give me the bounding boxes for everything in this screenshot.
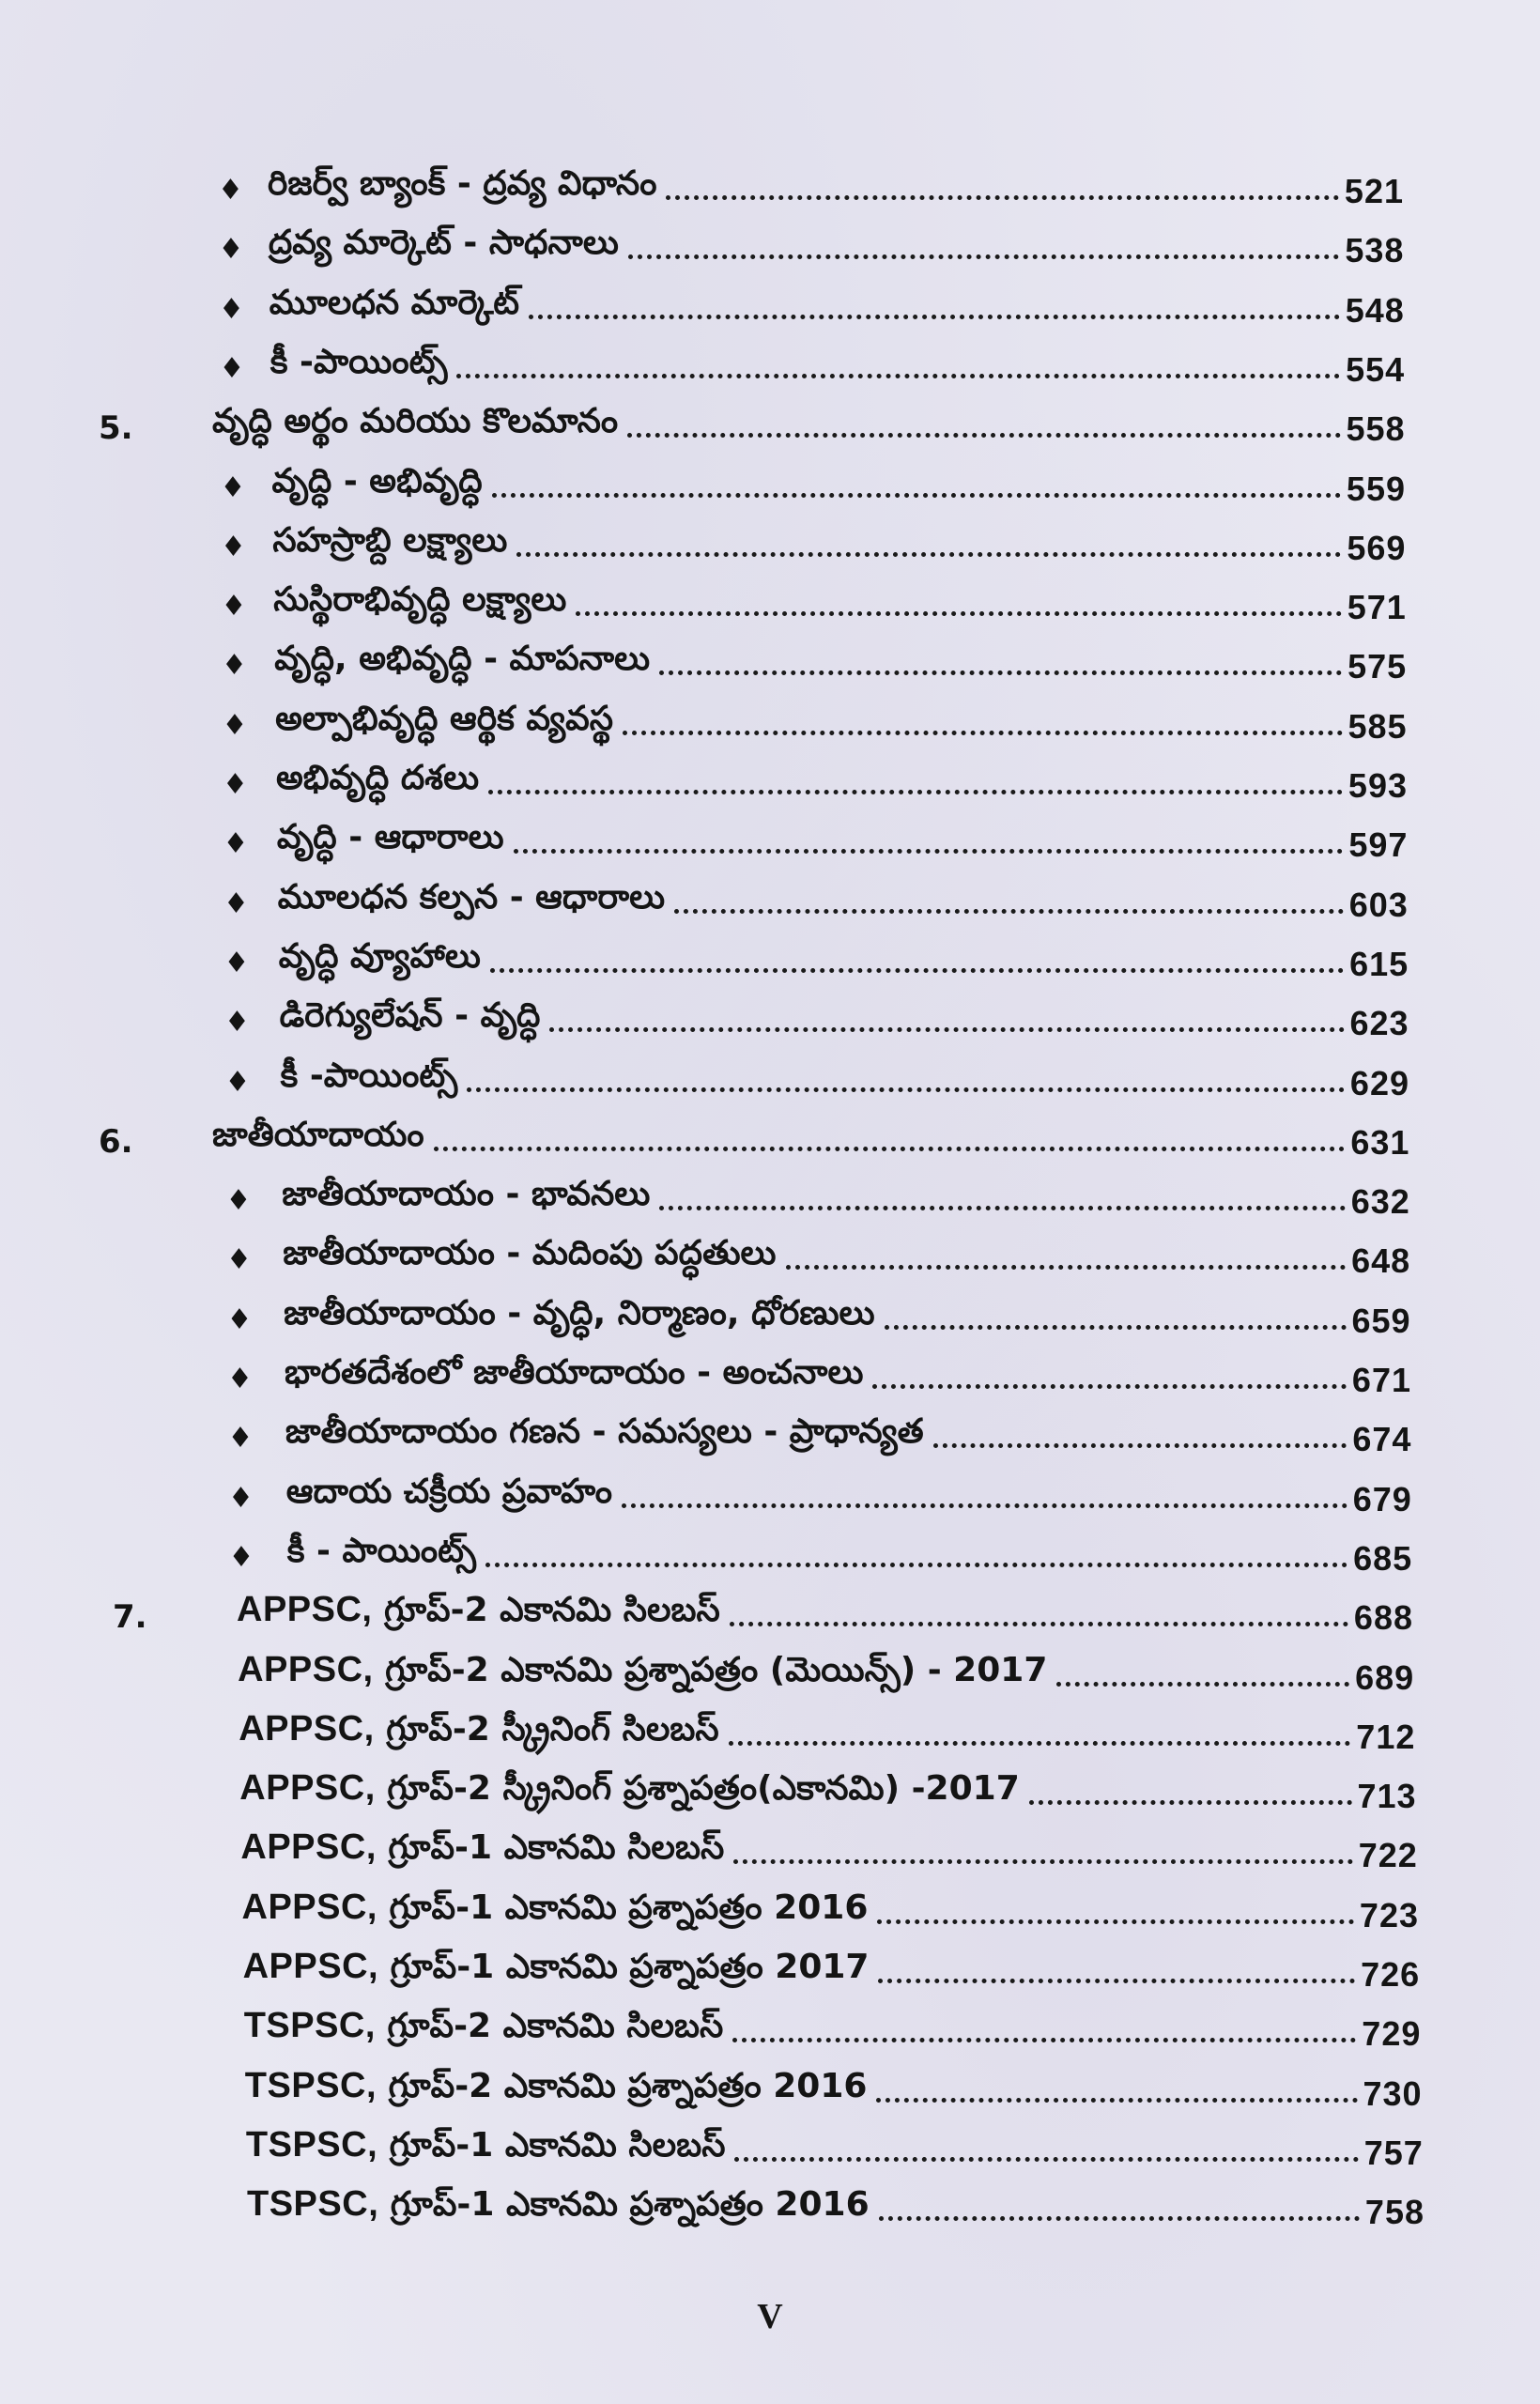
toc-entry [280,987,1409,1043]
dot-leader [623,731,1343,735]
dot-leader [1056,1682,1349,1687]
diamond-bullet-icon: ♦ [222,649,247,683]
toc-entry-title: వృద్ధి - ఆధారాలు [276,818,504,857]
dot-leader [732,2038,1356,2042]
toc-entry [279,928,1409,984]
toc-entry-page: 603 [1348,885,1409,924]
dot-leader [786,1265,1347,1270]
dot-leader [933,1443,1348,1448]
toc-entry [286,1463,1412,1519]
toc-entry [273,571,1407,627]
toc-entry [238,1641,1414,1698]
dot-leader [734,2157,1358,2162]
toc-entry [240,1819,1417,1875]
toc-entry-page: 712 [1356,1717,1416,1756]
toc-entry [270,274,1405,331]
toc-entry-page: 575 [1348,647,1408,686]
dot-leader [877,1919,1354,1924]
toc-entry-page: 629 [1349,1063,1409,1102]
toc-entry-page: 730 [1363,2073,1423,2113]
toc-entry [284,1285,1411,1341]
diamond-bullet-icon: ♦ [218,233,244,267]
dot-leader [730,1622,1348,1626]
dot-leader [879,2216,1360,2221]
diamond-bullet-icon: ♦ [221,590,247,624]
toc-entry-title: మూలధన కల్పన - ఆధారాలు [277,877,666,917]
toc-entry [287,1522,1413,1579]
toc-entry-title: జాతీయాదాయం - వృద్ధి, నిర్మాణం, ధోరణులు [284,1293,875,1333]
diamond-bullet-icon: ♦ [223,886,249,920]
toc-entry [285,1403,1412,1459]
dot-leader [488,790,1343,794]
toc-entry-page: 679 [1352,1479,1412,1518]
toc-entry-page: 558 [1346,409,1406,449]
diamond-bullet-icon: ♦ [219,292,244,326]
toc-entry-title: APPSC, గ్రూప్-1 ఎకానమి ప్రశ్నాపత్రం 2017 [242,1947,870,1986]
section-number: 5. [99,409,133,448]
toc-entry-title: TSPSC, గ్రూప్-1 ఎకానమి ప్రశ్నాపత్రం 2016 [247,2184,870,2225]
dot-leader [549,1027,1344,1032]
toc-entry-title: రిజర్వ్ బ్యాంక్ - ద్రవ్య విధానం [268,164,657,203]
toc-entry-page: 729 [1362,2014,1422,2054]
toc-entry [285,1344,1411,1400]
toc-entry [239,1701,1415,1757]
dot-leader [659,1206,1345,1210]
toc-entry [282,1165,1410,1222]
toc-entry-page: 623 [1349,1004,1409,1043]
toc-entry-page: 689 [1355,1657,1415,1697]
toc-entry-title: కీ -పాయింట్స్ [270,342,448,381]
toc-entry [239,1760,1416,1816]
toc-entry-page: 571 [1347,588,1407,627]
dot-leader [878,1979,1355,1983]
toc-entry [244,1997,1422,2054]
dot-leader [456,374,1340,378]
toc-entry-title: APPSC, గ్రూప్-2 ఎకానమి ప్రశ్నాపత్రం (మెయిన్స్) - 2017 [238,1649,1048,1689]
toc-entry-page: 548 [1345,290,1405,330]
dot-leader [514,849,1344,854]
toc-entry-page: 688 [1353,1598,1413,1638]
dot-leader [434,1147,1346,1151]
toc-entry-title: సహస్రాబ్ది లక్ష్యాలు [272,520,508,560]
toc-entry [274,630,1407,686]
diamond-bullet-icon: ♦ [221,530,246,563]
toc-entry [242,1879,1420,1935]
toc-entry [269,214,1405,270]
toc-entry-title: TSPSC, గ్రూప్-2 ఎకానమి సిలబస్ [243,2006,724,2046]
toc-entry [277,809,1409,865]
toc-entry [278,869,1409,925]
toc-entry [272,512,1406,568]
diamond-bullet-icon: ♦ [228,1481,254,1515]
dot-leader [627,433,1340,438]
toc-entry [243,1938,1421,1995]
toc-entry-title: APPSC, గ్రూప్-2 స్క్రీనింగ్ సిలబస్ [239,1708,719,1749]
toc-entry-page: 597 [1348,825,1409,865]
toc-entry-page: 538 [1345,231,1405,270]
toc-entry-title: వృద్ధి వ్యూహాలు [278,936,481,976]
toc-entry-page: 585 [1348,706,1408,746]
toc-entry-title: అభివృద్ధి దశలు [276,759,480,797]
diamond-bullet-icon: ♦ [227,1363,253,1395]
toc-entry-page: 559 [1346,469,1406,508]
toc-entry-title: వృద్ధి - అభివృద్ధి [271,461,483,501]
toc-entry-title: APPSC, గ్రూప్-1 ఎకానమి ప్రశ్నాపత్రం 2016 [241,1887,869,1927]
toc-entry-title: జాతీయాదాయం - భావనలు [282,1175,651,1214]
toc-entry-title: అల్పాభివృద్ధి ఆర్థిక వ్యవస్థ [275,699,613,738]
toc-entry-title: కీ -పాయింట్స్ [280,1056,458,1095]
dot-leader [872,1384,1346,1389]
toc-entry-title: TSPSC, గ్రూప్-1 ఎకానమి సిలబస్ [245,2124,726,2165]
dot-leader [733,1859,1352,1864]
toc-entry-title: జాతీయాదాయం - మదింపు పద్ధతులు [283,1234,777,1273]
toc-entry-title: APPSC, గ్రూప్-2 ఎకానమి సిలబస్ [237,1590,720,1630]
dot-leader [467,1087,1345,1092]
toc-entry-page: 659 [1351,1301,1411,1340]
toc-entry [268,155,1404,211]
dot-leader [485,1563,1348,1567]
toc-entry-page: 674 [1352,1420,1412,1459]
toc-entry-page: 569 [1347,528,1407,567]
toc-entry-title: వృద్ధి అర్థం మరియు కొలమానం [212,402,619,441]
diamond-bullet-icon: ♦ [218,174,243,207]
toc-entry-title: డిరెగ్యులేషన్ - వృద్ధి [279,996,541,1036]
dot-leader [490,968,1344,973]
dot-leader [576,611,1341,616]
toc-entry-page: 722 [1358,1836,1418,1875]
dot-leader [1029,1800,1352,1805]
toc-entry [283,1225,1410,1281]
dot-leader [516,552,1341,557]
toc-entry-title: జాతీయాదాయం [212,1115,424,1154]
toc-entry-title: ద్రవ్య మార్కెట్ - సాధనాలు [268,223,619,263]
dot-leader [659,670,1342,675]
dot-leader [729,1741,1351,1746]
diamond-bullet-icon: ♦ [222,708,248,742]
diamond-bullet-icon: ♦ [227,1422,254,1456]
diamond-bullet-icon: ♦ [226,1302,253,1336]
diamond-bullet-icon: ♦ [223,827,249,861]
dot-leader [666,195,1338,200]
toc-entry [247,2176,1424,2232]
section-number: 6. [99,1122,133,1161]
toc-entry [237,1581,1413,1638]
toc-entry [275,690,1408,747]
toc-entry-page: 521 [1344,172,1404,210]
toc-entry-title: ఆదాయ చక్రీయ ప్రవాహం [285,1472,613,1511]
dot-leader [628,254,1340,259]
dot-leader [492,493,1341,498]
toc-entry-page: 713 [1357,1777,1417,1816]
toc-entry-title: APPSC, గ్రూప్-2 స్క్రీనింగ్ ప్రశ్నాపత్రం(ఎకానమి) -2017 [239,1768,1020,1809]
toc-entry-page: 685 [1353,1538,1413,1578]
dot-leader [885,1325,1347,1330]
toc-entry-title: భారతదేశంలో జాతీయాదాయం - అంచనాలు [285,1353,864,1392]
toc-entry [246,2117,1424,2173]
toc-entry-title: మూలధన మార్కెట్ [269,283,520,322]
toc-entry-title: కీ - పాయింట్స్ [286,1531,476,1570]
toc-entry [245,2057,1423,2114]
toc-entry-page: 554 [1346,349,1406,389]
diamond-bullet-icon: ♦ [226,1243,252,1277]
diamond-bullet-icon: ♦ [224,1065,251,1099]
toc-entry [212,1106,1409,1163]
diamond-bullet-icon: ♦ [220,470,246,504]
toc-entry-title: జాతీయాదాయం గణన - సమస్యలు - ప్రాధాన్యత [285,1412,924,1452]
diamond-bullet-icon: ♦ [224,1006,250,1040]
toc-entry [272,453,1407,509]
dot-leader [529,315,1340,319]
toc-entry-title: సుస్థిరాభివృద్ధి లక్ష్యాలు [273,580,567,620]
toc-entry-title: TSPSC, గ్రూప్-2 ఎకానమి ప్రశ్నాపత్రం 2016 [244,2065,868,2105]
dot-leader [622,1503,1348,1508]
toc-entry-page: 726 [1361,1955,1421,1994]
toc-entry-page: 757 [1363,2133,1424,2172]
diamond-bullet-icon: ♦ [223,946,250,979]
toc-entry [276,749,1408,806]
diamond-bullet-icon: ♦ [225,1184,252,1218]
toc-entry-page: 723 [1359,1895,1419,1934]
toc-entry-title: వృద్ధి, అభివృద్ధి - మాపనాలు [274,640,651,679]
section-number: 7. [113,1598,147,1637]
diamond-bullet-icon: ♦ [219,351,245,385]
toc-entry-page: 758 [1364,2193,1424,2232]
page-number-footer: V [757,2297,783,2336]
toc-entry [281,1047,1410,1103]
toc-entry-title: APPSC, గ్రూప్-1 ఎకానమి సిలబస్ [240,1827,725,1868]
toc-entry-page: 593 [1348,766,1408,805]
toc-entry-page: 632 [1350,1182,1410,1222]
diamond-bullet-icon: ♦ [228,1540,254,1574]
toc-entry [212,393,1406,449]
dot-leader [674,909,1344,914]
dot-leader [876,2098,1357,2103]
diamond-bullet-icon: ♦ [223,768,248,801]
toc-entry-page: 671 [1351,1361,1411,1399]
toc-entry-page: 615 [1349,944,1409,983]
toc-entry-page: 631 [1350,1122,1410,1162]
toc-entry [270,333,1406,390]
toc-entry-page: 648 [1351,1241,1411,1281]
